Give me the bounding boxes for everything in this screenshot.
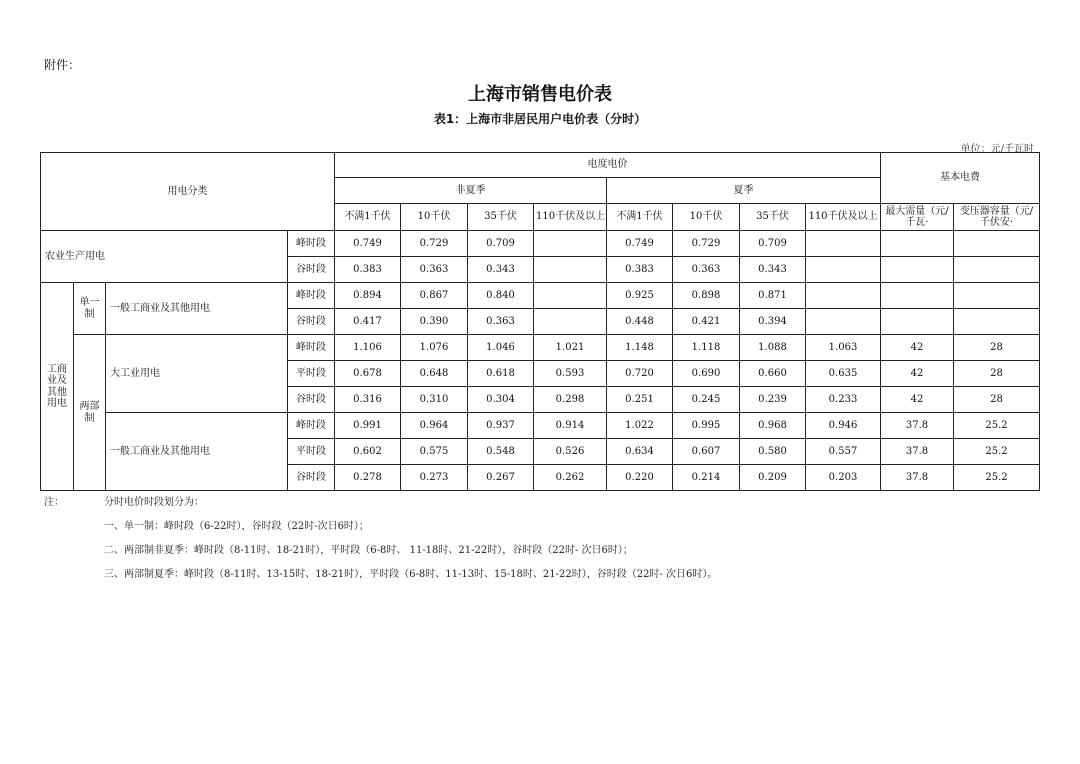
price-cell: 0.278 <box>335 465 401 491</box>
price-cell: 1.021 <box>534 335 607 361</box>
price-cell: 0.251 <box>607 387 673 413</box>
table-row <box>41 283 1040 309</box>
category-industrial: 工商业及其他用电 <box>41 283 74 491</box>
fee-cell: 25.2 <box>954 439 1040 465</box>
price-cell: 0.548 <box>468 439 534 465</box>
price-cell: 1.022 <box>607 413 673 439</box>
fee-cell: 28 <box>954 335 1040 361</box>
period-label: 峰时段 <box>288 335 335 361</box>
header-energy-price: 电度电价 <box>335 153 881 178</box>
price-cell <box>806 309 881 335</box>
price-cell <box>806 257 881 283</box>
price-cell: 0.729 <box>673 231 740 257</box>
price-cell: 0.894 <box>335 283 401 309</box>
header-basic-fee: 基本电费 <box>881 153 1040 204</box>
fee-cell: 42 <box>881 361 954 387</box>
price-cell: 0.273 <box>401 465 468 491</box>
price-cell: 0.421 <box>673 309 740 335</box>
price-cell: 0.749 <box>607 231 673 257</box>
price-cell: 0.660 <box>740 361 806 387</box>
price-cell: 0.214 <box>673 465 740 491</box>
price-cell: 0.245 <box>673 387 740 413</box>
price-cell: 1.088 <box>740 335 806 361</box>
header-level: 35千伏 <box>740 204 806 231</box>
subcategory-general-single: 一般工商业及其他用电 <box>106 283 288 335</box>
fee-cell: 42 <box>881 335 954 361</box>
price-cell: 0.634 <box>607 439 673 465</box>
price-cell <box>534 231 607 257</box>
price-cell: 0.203 <box>806 465 881 491</box>
fee-cell: 28 <box>954 387 1040 413</box>
page-title: 上海市销售电价表 <box>468 84 612 105</box>
header-max-demand: 最大需量（元/千瓦· <box>881 204 954 231</box>
price-cell: 0.298 <box>534 387 607 413</box>
price-cell: 0.557 <box>806 439 881 465</box>
price-cell: 0.526 <box>534 439 607 465</box>
header-category: 用电分类 <box>41 153 335 231</box>
price-cell: 0.867 <box>401 283 468 309</box>
fee-cell <box>954 231 1040 257</box>
price-cell: 0.898 <box>673 283 740 309</box>
price-cell: 0.316 <box>335 387 401 413</box>
table-row <box>41 413 1040 439</box>
price-cell: 1.148 <box>607 335 673 361</box>
fee-cell <box>954 309 1040 335</box>
notes-intro: 分时电价时段划分为： <box>104 497 204 508</box>
price-cell: 0.310 <box>401 387 468 413</box>
price-cell: 0.593 <box>534 361 607 387</box>
attachment-label: 附件： <box>44 58 81 72</box>
pricing-single: 单一制 <box>74 283 106 335</box>
price-cell: 0.635 <box>806 361 881 387</box>
price-cell: 0.618 <box>468 361 534 387</box>
pricing-two-part: 两部制 <box>74 335 106 491</box>
fee-cell <box>954 283 1040 309</box>
period-label: 平时段 <box>288 361 335 387</box>
price-cell: 0.580 <box>740 439 806 465</box>
price-cell: 1.063 <box>806 335 881 361</box>
price-cell: 0.394 <box>740 309 806 335</box>
price-cell: 0.709 <box>740 231 806 257</box>
fee-cell: 28 <box>954 361 1040 387</box>
period-label: 平时段 <box>288 439 335 465</box>
price-cell: 0.946 <box>806 413 881 439</box>
price-cell: 0.648 <box>401 361 468 387</box>
header-level: 10千伏 <box>401 204 468 231</box>
fee-cell <box>881 283 954 309</box>
price-cell: 0.914 <box>534 413 607 439</box>
table-subtitle: 表1：上海市非居民用户电价表（分时） <box>433 112 647 126</box>
price-cell: 0.690 <box>673 361 740 387</box>
table-row <box>41 231 1040 257</box>
fee-cell: 25.2 <box>954 413 1040 439</box>
price-cell: 1.118 <box>673 335 740 361</box>
price-cell: 0.343 <box>468 257 534 283</box>
fee-cell <box>881 231 954 257</box>
period-label: 峰时段 <box>288 413 335 439</box>
price-cell: 0.925 <box>607 283 673 309</box>
header-level: 35千伏 <box>468 204 534 231</box>
price-cell: 0.871 <box>740 283 806 309</box>
header-level: 110千伏及以上 <box>806 204 881 231</box>
fee-cell <box>881 309 954 335</box>
price-table <box>40 152 1040 491</box>
header-level: 不满1千伏 <box>335 204 401 231</box>
period-label: 谷时段 <box>288 257 335 283</box>
table-row <box>41 335 1040 361</box>
price-cell: 0.840 <box>468 283 534 309</box>
fee-cell <box>881 257 954 283</box>
price-cell: 0.417 <box>335 309 401 335</box>
header-transformer-capacity: 变压器容量（元/千伏安· <box>954 204 1040 231</box>
period-label: 谷时段 <box>288 387 335 413</box>
price-cell: 0.383 <box>335 257 401 283</box>
price-cell: 0.304 <box>468 387 534 413</box>
subcategory-large-industry: 大工业用电 <box>106 335 288 413</box>
fee-cell <box>954 257 1040 283</box>
price-cell <box>534 309 607 335</box>
price-cell: 0.607 <box>673 439 740 465</box>
note-item: 三、两部制夏季：峰时段（8-11时、13-15时、18-21时），平时段（6-8时、11-13时、15-18时、21-22时），谷时段（22时- 次日6时）。 <box>104 569 718 580</box>
fee-cell: 37.8 <box>881 439 954 465</box>
notes-section <box>44 496 1044 592</box>
price-cell <box>534 283 607 309</box>
price-cell: 0.968 <box>740 413 806 439</box>
fee-cell: 37.8 <box>881 413 954 439</box>
price-cell: 0.749 <box>335 231 401 257</box>
price-cell: 0.267 <box>468 465 534 491</box>
price-cell: 0.209 <box>740 465 806 491</box>
header-level: 10千伏 <box>673 204 740 231</box>
header-level: 不满1千伏 <box>607 204 673 231</box>
price-cell: 1.046 <box>468 335 534 361</box>
price-cell: 0.363 <box>468 309 534 335</box>
price-cell: 0.262 <box>534 465 607 491</box>
price-cell: 0.995 <box>673 413 740 439</box>
price-cell: 0.448 <box>607 309 673 335</box>
price-cell: 0.239 <box>740 387 806 413</box>
price-cell: 0.363 <box>673 257 740 283</box>
notes-label: 注： <box>44 497 64 508</box>
price-cell: 0.709 <box>468 231 534 257</box>
price-cell: 0.575 <box>401 439 468 465</box>
fee-cell: 42 <box>881 387 954 413</box>
price-cell: 1.106 <box>335 335 401 361</box>
price-cell: 0.390 <box>401 309 468 335</box>
price-cell: 0.991 <box>335 413 401 439</box>
period-label: 谷时段 <box>288 465 335 491</box>
fee-cell: 25.2 <box>954 465 1040 491</box>
header-summer: 夏季 <box>607 178 881 204</box>
price-cell: 0.363 <box>401 257 468 283</box>
period-label: 谷时段 <box>288 309 335 335</box>
subcategory-general-two-part: 一般工商业及其他用电 <box>106 413 288 491</box>
price-cell: 0.720 <box>607 361 673 387</box>
header-level: 110千伏及以上 <box>534 204 607 231</box>
price-cell: 0.602 <box>335 439 401 465</box>
note-item: 二、两部制非夏季：峰时段（8-11时、18-21时），平时段（6-8时、 11-18时、21-22时），谷时段（22时- 次日6时）； <box>104 545 633 556</box>
price-cell: 0.220 <box>607 465 673 491</box>
period-label: 峰时段 <box>288 231 335 257</box>
unit-label: 单位：元/千瓦时 <box>960 144 1034 155</box>
price-cell: 0.678 <box>335 361 401 387</box>
header-non-summer: 非夏季 <box>335 178 607 204</box>
note-item: 一、单一制：峰时段（6-22时），谷时段（22时-次日6时）； <box>104 521 369 532</box>
price-cell: 0.233 <box>806 387 881 413</box>
price-cell: 0.964 <box>401 413 468 439</box>
price-cell: 0.937 <box>468 413 534 439</box>
category-agri: 农业生产用电 <box>41 231 288 283</box>
price-cell <box>806 231 881 257</box>
period-label: 峰时段 <box>288 283 335 309</box>
price-cell <box>806 283 881 309</box>
price-cell <box>534 257 607 283</box>
price-cell: 1.076 <box>401 335 468 361</box>
price-cell: 0.383 <box>607 257 673 283</box>
price-cell: 0.343 <box>740 257 806 283</box>
price-cell: 0.729 <box>401 231 468 257</box>
fee-cell: 37.8 <box>881 465 954 491</box>
